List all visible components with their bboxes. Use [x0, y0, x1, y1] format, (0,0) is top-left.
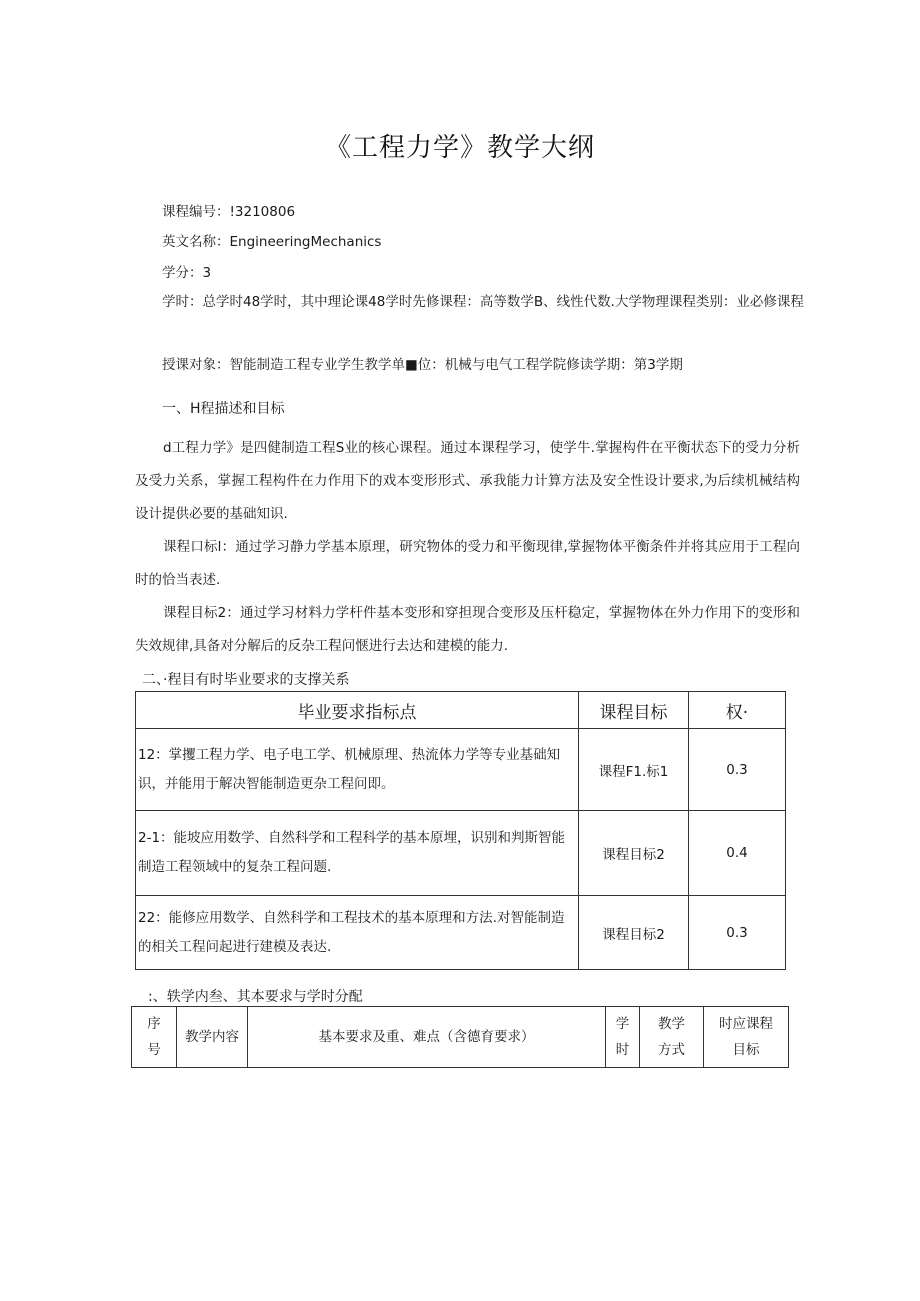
english-name: 英文名称：EngineeringMechanics — [162, 234, 382, 250]
table-row — [136, 811, 786, 896]
goal-cell: 课程F1.标1 — [579, 729, 689, 811]
graduation-requirements-table — [135, 691, 786, 970]
header-method-label: 教学方式 — [658, 1016, 685, 1058]
table-header-row — [132, 1007, 789, 1068]
header-requirement: 毕业要求指标点 — [136, 692, 579, 729]
header-target-label: 时应课程目标 — [719, 1016, 773, 1058]
goal-cell: 课程目标2 — [579, 896, 689, 970]
header-hours-label: 学时 — [615, 1016, 630, 1058]
header-index-label: 序号 — [147, 1016, 161, 1058]
section-2-heading: 二、·程目有时毕业要求的支撑关系 — [142, 672, 350, 688]
table-row — [136, 896, 786, 970]
requirement-cell: 2-1：能坡应用数学、自然科学和工程科学的基本原埋，识别和判斯智能制造工程领域中的复杂工程问题. — [136, 811, 579, 896]
header-content: 教学内容 — [177, 1007, 248, 1068]
section-1-para-2: 课程口标l：通过学习静力学基本原理，研究物体的受力和平衡现律,掌握物体平衡条件并将其应用于工程向时的恰当表述. — [135, 539, 800, 588]
section-1-para-3: 课程目标2：通过学习材料力学杆件基本变形和穿担现合变形及压杆稳定，掌握物体在外力作用下的变形和失效规律,具备对分解后的反杂工程问惬进行去达和建模的能力. — [135, 605, 800, 654]
header-hours — [606, 1007, 640, 1068]
requirement-cell: 12：掌攫工程力学、电子电工学、机械原理、热流体力学等专业基础知识，并能用于解决智能制造更杂工程问即。 — [136, 729, 579, 811]
goal-cell: 课程目标2 — [579, 811, 689, 896]
weight-cell: 0.3 — [689, 729, 786, 811]
table-header-row — [136, 692, 786, 729]
header-course-goal: 课程目标 — [579, 692, 689, 729]
weight-cell: 0.4 — [689, 811, 786, 896]
table-row — [136, 729, 786, 811]
section-3-heading: :、轶学内叁、其本要求与学时分配 — [148, 989, 363, 1005]
header-weight: 权· — [689, 692, 786, 729]
course-code: 课程编号：!3210806 — [162, 204, 296, 220]
header-requirements: 基本要求及重、难点（含德育要求） — [248, 1007, 606, 1068]
teaching-content-table — [131, 1006, 789, 1068]
audience-line: 授课对象：智能制造工程专业学生教学单■位：机械与电气工程学院修读学期：第3学期 — [162, 357, 683, 373]
header-target — [704, 1007, 789, 1068]
requirement-cell: 22：能修应用数学、自然科学和工程技术的基本原理和方法.对智能制造的相关工程问起进行建模及表达. — [136, 896, 579, 970]
header-index — [132, 1007, 177, 1068]
header-method — [640, 1007, 704, 1068]
weight-cell: 0.3 — [689, 896, 786, 970]
hours-line: 学时：总学时48学时，其中理论课48学时先修课程：高等数学B、线性代数.大学物理课程类别：业必修课程 — [162, 294, 804, 310]
section-1-heading: 一、H程描述和目标 — [162, 401, 285, 417]
page-title: 《工程力学》教学大纲 — [324, 133, 595, 163]
section-1-para-1: d工程力学》是四健制造工程S业的核心课程。通过本课程学习，使学牛.掌握构件在平衡状态下的受力分析及受力关系，掌握工程构件在力作用下的戏本变形形式、承我能力计算方法及安全性设计要求,为后续机械结构设计提供必要的基础知识. — [135, 440, 800, 522]
credits: 学分：3 — [162, 265, 212, 281]
